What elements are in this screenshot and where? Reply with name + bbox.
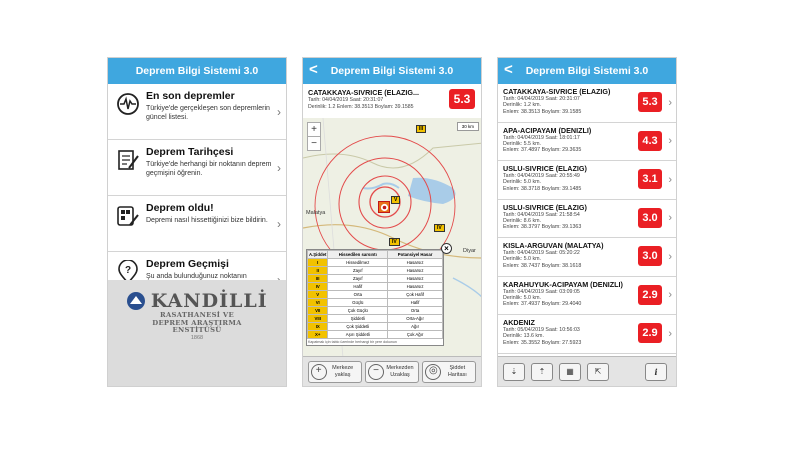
quake-list [498,84,676,368]
menu-item-desc: Türkiye'de gerçekleşen son depremlerin güncel listesi. [146,105,270,121]
app-title-bar [108,58,286,84]
chevron-right-icon: › [668,173,672,186]
logo-name: KANDİLLİ [150,290,268,312]
list-item[interactable] [498,200,676,239]
quake-date: Tarih: 04/04/2019 Saat: 20:31:07 [503,96,580,102]
epicenter-marker[interactable] [378,201,390,213]
app-title-bar [303,58,481,84]
quake-map-screen [302,57,482,387]
chevron-right-icon: › [668,250,672,263]
quake-depth: Derinlik: 13.6 km. [503,333,544,340]
quake-depth: Derinlik: 5.0 km. [503,294,541,301]
quake-date: Tarih: 04/04/2019 Saat: 05:20:22 [503,250,580,256]
list-item[interactable] [498,84,676,123]
intensity-level: V [308,291,328,299]
quake-coords: Enlem: 37.4897 Boylam: 29.3635 [503,147,582,154]
app-title: Deprem Bilgi Sistemi 3.0 [135,65,259,77]
quake-coords: Enlem: 35.3552 Boylam: 27.5923 [503,339,582,346]
document-pen-icon [116,148,140,172]
menu-item-desc: Depremi nasıl hissettiğinizi bize bildirin. [146,217,268,224]
list-item[interactable] [498,161,676,200]
list-item[interactable] [498,238,676,277]
intensity-level: VI [308,299,328,307]
menu-item-latest-quakes[interactable] [108,84,286,140]
button-label: Merkeze yaklaş [332,365,354,378]
zoom-in-icon: + [311,364,327,380]
quake-coords: Enlem: 38.7437 Boylam: 38.1618 [503,262,582,269]
magnitude-badge: 3.0 [638,246,662,266]
intensity-marker[interactable]: III [416,125,426,133]
table-header: Hissedilen sarsıntı [328,251,388,259]
felt-shaking: Aşırı Şiddetli [328,331,388,339]
quake-date: Tarih: 04/04/2019 Saat: 03:09:05 [503,288,580,295]
intensity-marker[interactable]: IV [434,224,445,232]
felt-shaking: Şiddetli [328,315,388,323]
magnitude-badge: 3.0 [638,208,662,228]
logo-line2: RASATHANESİ VE [160,311,234,319]
intensity-map-button[interactable] [422,361,476,383]
felt-shaking: Hafif [328,283,388,291]
intensity-level: VIII [308,315,328,323]
button-label: Şiddet Haritası [447,365,467,378]
quake-depth: Derinlik: 5.0 km. [503,256,541,263]
logo-line4: ENSTİTÜSÜ [172,326,222,334]
felt-shaking: Çok Şiddetli [328,323,388,331]
quake-date: Tarih: 04/04/2019 Saat: 21:58:54 [503,211,580,218]
zoom-from-center-button[interactable] [365,361,419,383]
quake-name: APA-ACIPAYAM (DENIZLI) [503,125,592,135]
quake-name: CATAKKAYA-SIVRICE (ELAZIG... [308,88,420,97]
list-item[interactable] [498,315,676,354]
place-label: Diyar [463,248,476,254]
potential-damage: Hasarsız [388,267,443,275]
quake-name: USLU-SIVRICE (ELAZIG) [503,202,587,212]
logo-year: 1868 [190,334,204,341]
filter-magnitude-icon[interactable]: ▦ [559,363,581,381]
map-scale: 30 km [457,122,479,131]
seismograph-icon [116,92,140,116]
menu-item-title: Deprem Tarihçesi [146,146,234,158]
legend-note: Kapatmak için tablo üzerinde herhangi bir yere dokunun [308,340,397,344]
quake-date: Tarih: 04/04/2019 Saat: 20:31:07 [308,97,384,103]
potential-damage: Hafif [388,299,443,307]
intensity-level: III [308,275,328,283]
intensity-marker[interactable]: V [391,196,400,204]
list-item[interactable] [498,123,676,162]
quake-name: KARAHUYUK-ACIPAYAM (DENIZLI) [503,279,623,289]
menu-item-title: Deprem Geçmişi [146,258,229,270]
magnitude-badge: 2.9 [638,323,662,343]
quake-coords: Enlem: 38.3513 Boylam: 39.1585 [503,108,582,115]
app-title: Deprem Bilgi Sistemi 3.0 [330,65,454,77]
quake-depth: Derinlik: 5.0 km. [503,179,541,186]
intensity-level: IV [308,283,328,291]
magnitude-badge: 4.3 [638,131,662,151]
chevron-right-icon: › [668,327,672,340]
quake-name: USLU-SIVRICE (ELAZIG) [503,164,587,173]
felt-shaking: Güçlü [328,299,388,307]
potential-damage: Hasarsız [388,283,443,291]
menu-item-quake-history[interactable] [108,140,286,196]
potential-damage: Ağır [388,323,443,331]
intensity-level: VII [308,307,328,315]
intensity-marker[interactable]: IV [389,238,400,246]
zoom-out-button[interactable]: − [308,136,320,150]
sort-ascending-icon[interactable]: ⇡ [531,363,553,381]
observatory-emblem-icon [126,291,146,311]
chevron-right-icon: › [277,104,281,119]
felt-shaking: Orta [328,291,388,299]
back-button[interactable]: < [504,61,513,78]
magnitude-badge: 5.3 [449,89,475,109]
potential-damage: Orta-Ağır [388,315,443,323]
menu-item-title: Deprem oldu! [146,202,214,214]
menu-item-report-quake[interactable] [108,196,286,252]
menu-item-desc: Şu anda bulunduğunuz noktanın [146,273,247,280]
chevron-right-icon: › [668,96,672,109]
quake-date: Tarih: 05/04/2019 Saat: 10:56:03 [503,327,580,333]
app-title-bar [498,58,676,84]
chevron-right-icon: › [668,212,672,225]
map-toolbar [303,356,481,386]
intensity-level: II [308,267,328,275]
epicenter-icon [380,203,389,212]
intensity-level: IX [308,323,328,331]
svg-text:?: ? [124,265,132,276]
quake-coords: Enlem: 38.3718 Boylam: 39.1485 [503,185,582,192]
quake-depth: Derinlik: 5.5 km. [503,140,541,147]
felt-shaking: Hissedilmez [328,259,388,267]
intensity-level: I [308,259,328,267]
potential-damage: Hasarsız [388,259,443,267]
zoom-to-center-button[interactable] [308,361,362,383]
logo-line3: DEPREM ARAŞTIRMA [152,318,242,327]
map-zoom-control[interactable] [307,122,321,151]
chevron-right-icon: › [277,216,281,231]
quake-name: AKDENIZ [503,318,535,327]
menu-item-title: En son depremler [146,90,235,102]
close-legend-button[interactable]: × [441,243,452,254]
chevron-right-icon: › [277,160,281,175]
report-pencil-icon [116,204,140,228]
list-item[interactable] [498,277,676,316]
quake-details: Derinlik: 1.2 Enlem: 38.3513 Boylam: 39.1585 [308,103,414,110]
quake-depth: Derinlik: 1.2 km. [503,102,541,109]
table-header: A.Şiddet [309,252,327,257]
latest-quakes-screen [497,57,677,387]
quake-date: Tarih: 04/04/2019 Saat: 20:55:49 [503,173,580,179]
magnitude-badge: 5.3 [638,92,662,112]
zoom-in-button[interactable]: + [311,124,317,135]
felt-shaking: Zayıf [328,275,388,283]
info-icon[interactable]: i [645,363,667,381]
place-label: Malatya [306,210,326,216]
menu-item-desc: Türkiye'de herhangi bir noktanın deprem geçmişini öğrenin. [146,161,272,177]
quake-date: Tarih: 04/04/2019 Saat: 18:01:17 [503,134,580,141]
quake-coords: Enlem: 37.4937 Boylam: 29.4040 [503,301,582,308]
list-toolbar [498,356,676,386]
quake-name: KISLA-ARGUVAN (MALATYA) [503,241,604,250]
intensity-level: X+ [308,331,328,339]
main-menu-screen [107,57,287,387]
quake-name: CATAKKAYA-SIVRICE (ELAZIG) [503,87,611,96]
kandilli-logo [108,280,286,386]
felt-shaking: Zayıf [328,267,388,275]
potential-damage: Orta [388,307,443,315]
magnitude-badge: 2.9 [638,285,662,305]
zoom-out-icon: − [368,364,384,380]
chevron-right-icon: › [668,289,672,302]
quake-summary [303,84,481,118]
intensity-legend-table[interactable] [306,244,449,346]
back-button[interactable]: < [309,61,318,78]
chevron-right-icon: › [668,135,672,148]
magnitude-badge: 3.1 [638,169,662,189]
potential-damage: Hasarsız [388,275,443,283]
share-icon[interactable]: ⇱ [587,363,609,381]
potential-damage: Çok Ağır [388,331,443,339]
quake-map[interactable] [303,118,482,358]
intensity-map-icon: ◎ [425,364,441,380]
potential-damage: Çok Hafif [388,291,443,299]
sort-descending-icon[interactable]: ⇣ [503,363,525,381]
quake-coords: Enlem: 38.3797 Boylam: 39.1363 [503,224,582,231]
app-title: Deprem Bilgi Sistemi 3.0 [525,65,649,77]
table-header: Potansiyel Hasar [388,251,443,259]
button-label: Merkezden Uzaklaş [386,365,414,378]
quake-depth: Derinlik: 8.6 km. [503,217,541,224]
felt-shaking: Çok Güçlü [328,307,388,315]
